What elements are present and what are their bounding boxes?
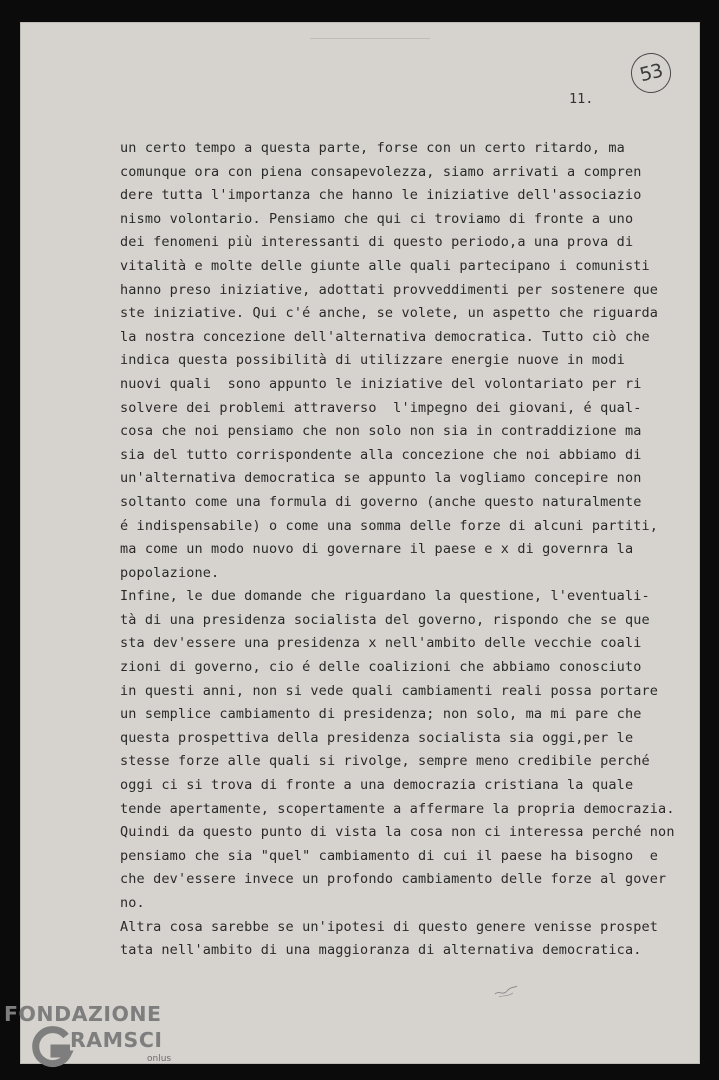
text-line: in questi anni, non si vede quali cambiamenti reali possa portare [120,682,659,699]
text-line: cosa che noi pensiamo che non solo non sia in contraddizione ma [120,423,642,440]
text-line: ma come un modo nuovo di governare il paese e x di governra la [120,541,634,558]
text-line: sia del tutto corrispondente alla concezione che noi abbiamo di [120,446,642,463]
text-line: popolazione. [120,564,220,581]
watermark-line3: onlus [147,1054,172,1064]
text-line: sta dev'essere una presidenza x nell'ambito delle vecchie coali [120,635,642,652]
document-page [20,22,700,1064]
text-line: é indispensabile) o come una somma delle forze di alcuni partiti, [120,517,659,534]
archive-page-stamp [627,49,675,97]
text-line: no. [120,895,145,911]
text-line: Quindi da questo punto di vista la cosa non ci interessa perché non [120,824,675,841]
text-line: vitalità e molte delle giunte alle quali partecipano i comunisti [120,257,650,274]
text-line: la nostra concezione dell'alternativa democratica. Tutto ciò che [120,328,650,345]
text-line: comunque ora con piena consapevolezza, siamo arrivati a compren [120,163,642,180]
typewritten-body [120,137,700,963]
text-line: Infine, le due domande che riguardano la questione, l'eventuali- [120,588,650,605]
fondazione-gramsci-watermark [2,1000,182,1076]
text-line: nismo volontario. Pensiamo che qui ci troviamo di fronte a uno [120,210,634,227]
text-line: pensiamo che sia "quel" cambiamento di cui il paese ha bisogno e [120,847,659,864]
text-line: solvere dei problemi attraverso l'impegno dei giovani, é qual- [120,399,642,416]
text-line: dei fenomeni più interessanti di questo periodo,a una prova di [120,234,634,251]
text-line: stesse forze alle quali si rivolge, sempre meno credibile perché [120,753,650,770]
gramsci-g-logo-icon [30,1024,74,1072]
text-line: ste iniziative. Qui c'é anche, se volete, un aspetto che riguarda [120,305,659,322]
text-line: nuovi quali sono appunto le iniziative del volontariato per ri [120,375,642,392]
text-line: Altra cosa sarebbe se un'ipotesi di questo genere venisse prospet [120,918,659,935]
text-line: zioni di governo, cio é delle coalizioni che abbiamo conosciuto [120,659,642,676]
text-line: dere tutta l'importanza che hanno le iniziative dell'associazio [120,187,642,204]
text-line: tà di una presidenza socialista del governo, rispondo che se que [120,611,650,628]
text-line: che dev'essere invece un profondo cambiamento delle forze al gover [120,871,667,888]
archive-number: 53 [637,59,665,87]
watermark-line1: FONDAZIONE [4,1002,162,1026]
text-line: un'alternativa democratica se appunto la vogliamo concepire non [120,470,642,487]
pencil-mark-icon [493,980,519,1000]
text-line: un semplice cambiamento di presidenza; non solo, ma mi pare che [120,706,642,723]
text-line: indica questa possibilità di utilizzare energie nuove in modi [120,352,625,369]
text-line: soltanto come una formula di governo (anche questo naturalmente [120,493,642,510]
text-line: oggi ci si trova di fronte a una democrazia cristiana la quale [120,777,634,794]
text-line: tende apertamente, scopertamente a affermare la propria democrazia. [120,800,675,817]
watermark-line2: RAMSCI [70,1028,163,1052]
text-line: hanno preso iniziative, adottati provveddimenti per sostenere que [120,281,659,298]
text-line: tata nell'ambito di una maggioranza di alternativa democratica. [120,942,642,959]
text-line: questa prospettiva della presidenza socialista sia oggi,per le [120,729,634,746]
page-number: 11. [569,91,594,107]
paper-mark [310,38,430,39]
text-line: un certo tempo a questa parte, forse con un certo ritardo, ma [120,140,625,156]
